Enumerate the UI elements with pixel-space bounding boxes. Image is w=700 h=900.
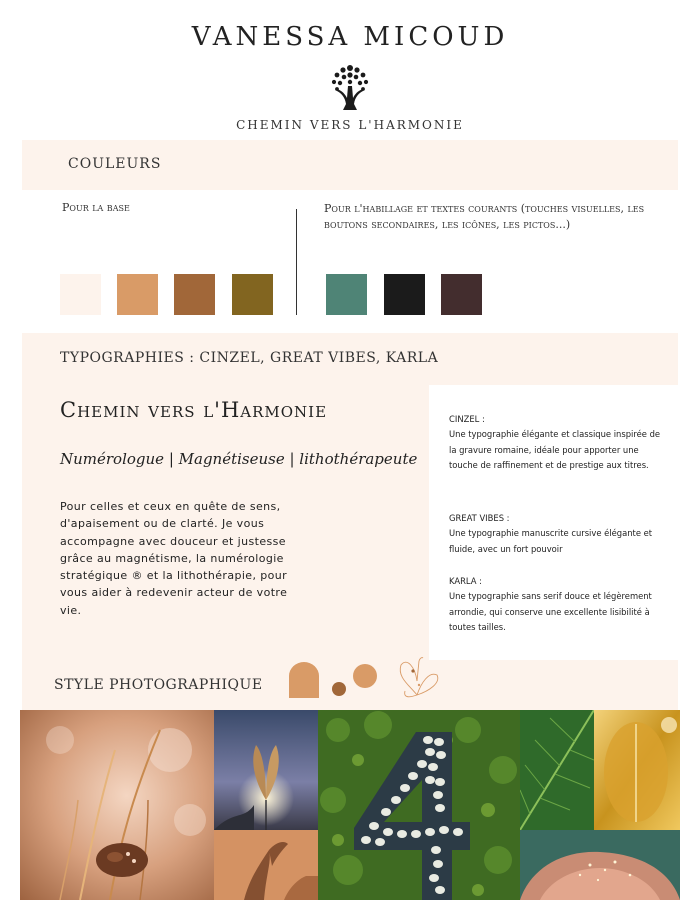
- font-description-cinzel: [449, 412, 664, 473]
- header: [0, 0, 700, 140]
- sparkle-hands-photo: [520, 830, 680, 900]
- tagline: CHEMIN VERS L'HARMONIE: [236, 118, 464, 132]
- font-name: KARLA :: [449, 576, 482, 586]
- color-swatch: [117, 274, 158, 315]
- accent-colors-label: Pour l'habillage et textes courants (touches visuelles, les boutons secondaires, les icônes, les pictos...): [324, 202, 645, 231]
- typography-title: TYPOGRAPHIES : CINZEL, GREAT VIBES, KARLA: [60, 350, 439, 366]
- brand-name: VANESSA MICOUD: [191, 22, 509, 52]
- moss-number-four-photo: [318, 710, 520, 900]
- butterfly-icon: [395, 655, 441, 703]
- font-descriptions-card: [429, 385, 678, 660]
- font-description-karla: [449, 574, 664, 635]
- font-description: Une typographie sans serif douce et légèrement arrondie, qui conserve une excellente lisibilité à toutes tailles.: [449, 591, 652, 632]
- font-description: Une typographie manuscrite cursive élégante et fluide, avec un fort pouvoir: [449, 528, 653, 554]
- font-name: GREAT VIBES :: [449, 513, 510, 523]
- color-swatch: [384, 274, 425, 315]
- color-swatch: [174, 274, 215, 315]
- divider: [296, 209, 297, 315]
- gold-foil-photo: [594, 710, 680, 830]
- hand-shadow-photo: [214, 830, 318, 900]
- photography-title: STYLE PHOTOGRAPHIQUE: [54, 677, 263, 693]
- colors-section-header: [22, 140, 678, 190]
- color-swatch: [441, 274, 482, 315]
- color-swatch: [232, 274, 273, 315]
- green-leaf-photo: [520, 710, 594, 830]
- color-swatch: [60, 274, 101, 315]
- dots-shape: [330, 662, 380, 698]
- base-colors-label: Pour la base: [62, 201, 130, 214]
- sample-body-text: Pour celles et ceux en quête de sens, d'apaisement ou de clarté. Je vous accompagne avec douceur et justesse grâce au magnétisme, la numérologie stratégique ® et la lithothérapie, pour vous aider à redevenir acteur de votre vie.: [60, 500, 288, 617]
- arch-shape: [289, 662, 319, 698]
- color-swatch: [326, 274, 367, 315]
- font-description-great-vibes: [449, 511, 664, 557]
- colors-title: COULEURS: [68, 156, 162, 172]
- butterfly-grass-photo: [20, 710, 214, 900]
- sample-script-text: Numérologue | Magnétiseuse | lithothérapeute: [60, 450, 418, 468]
- sample-heading: Chemin vers l'Harmonie: [60, 398, 328, 422]
- font-name: CINZEL :: [449, 414, 485, 424]
- tree-icon: [330, 62, 370, 112]
- font-description: Une typographie élégante et classique inspirée de la gravure romaine, idéale pour apporter une touche de raffinement et de prestige aux titres.: [449, 429, 661, 470]
- seed-sunset-photo: [214, 710, 318, 830]
